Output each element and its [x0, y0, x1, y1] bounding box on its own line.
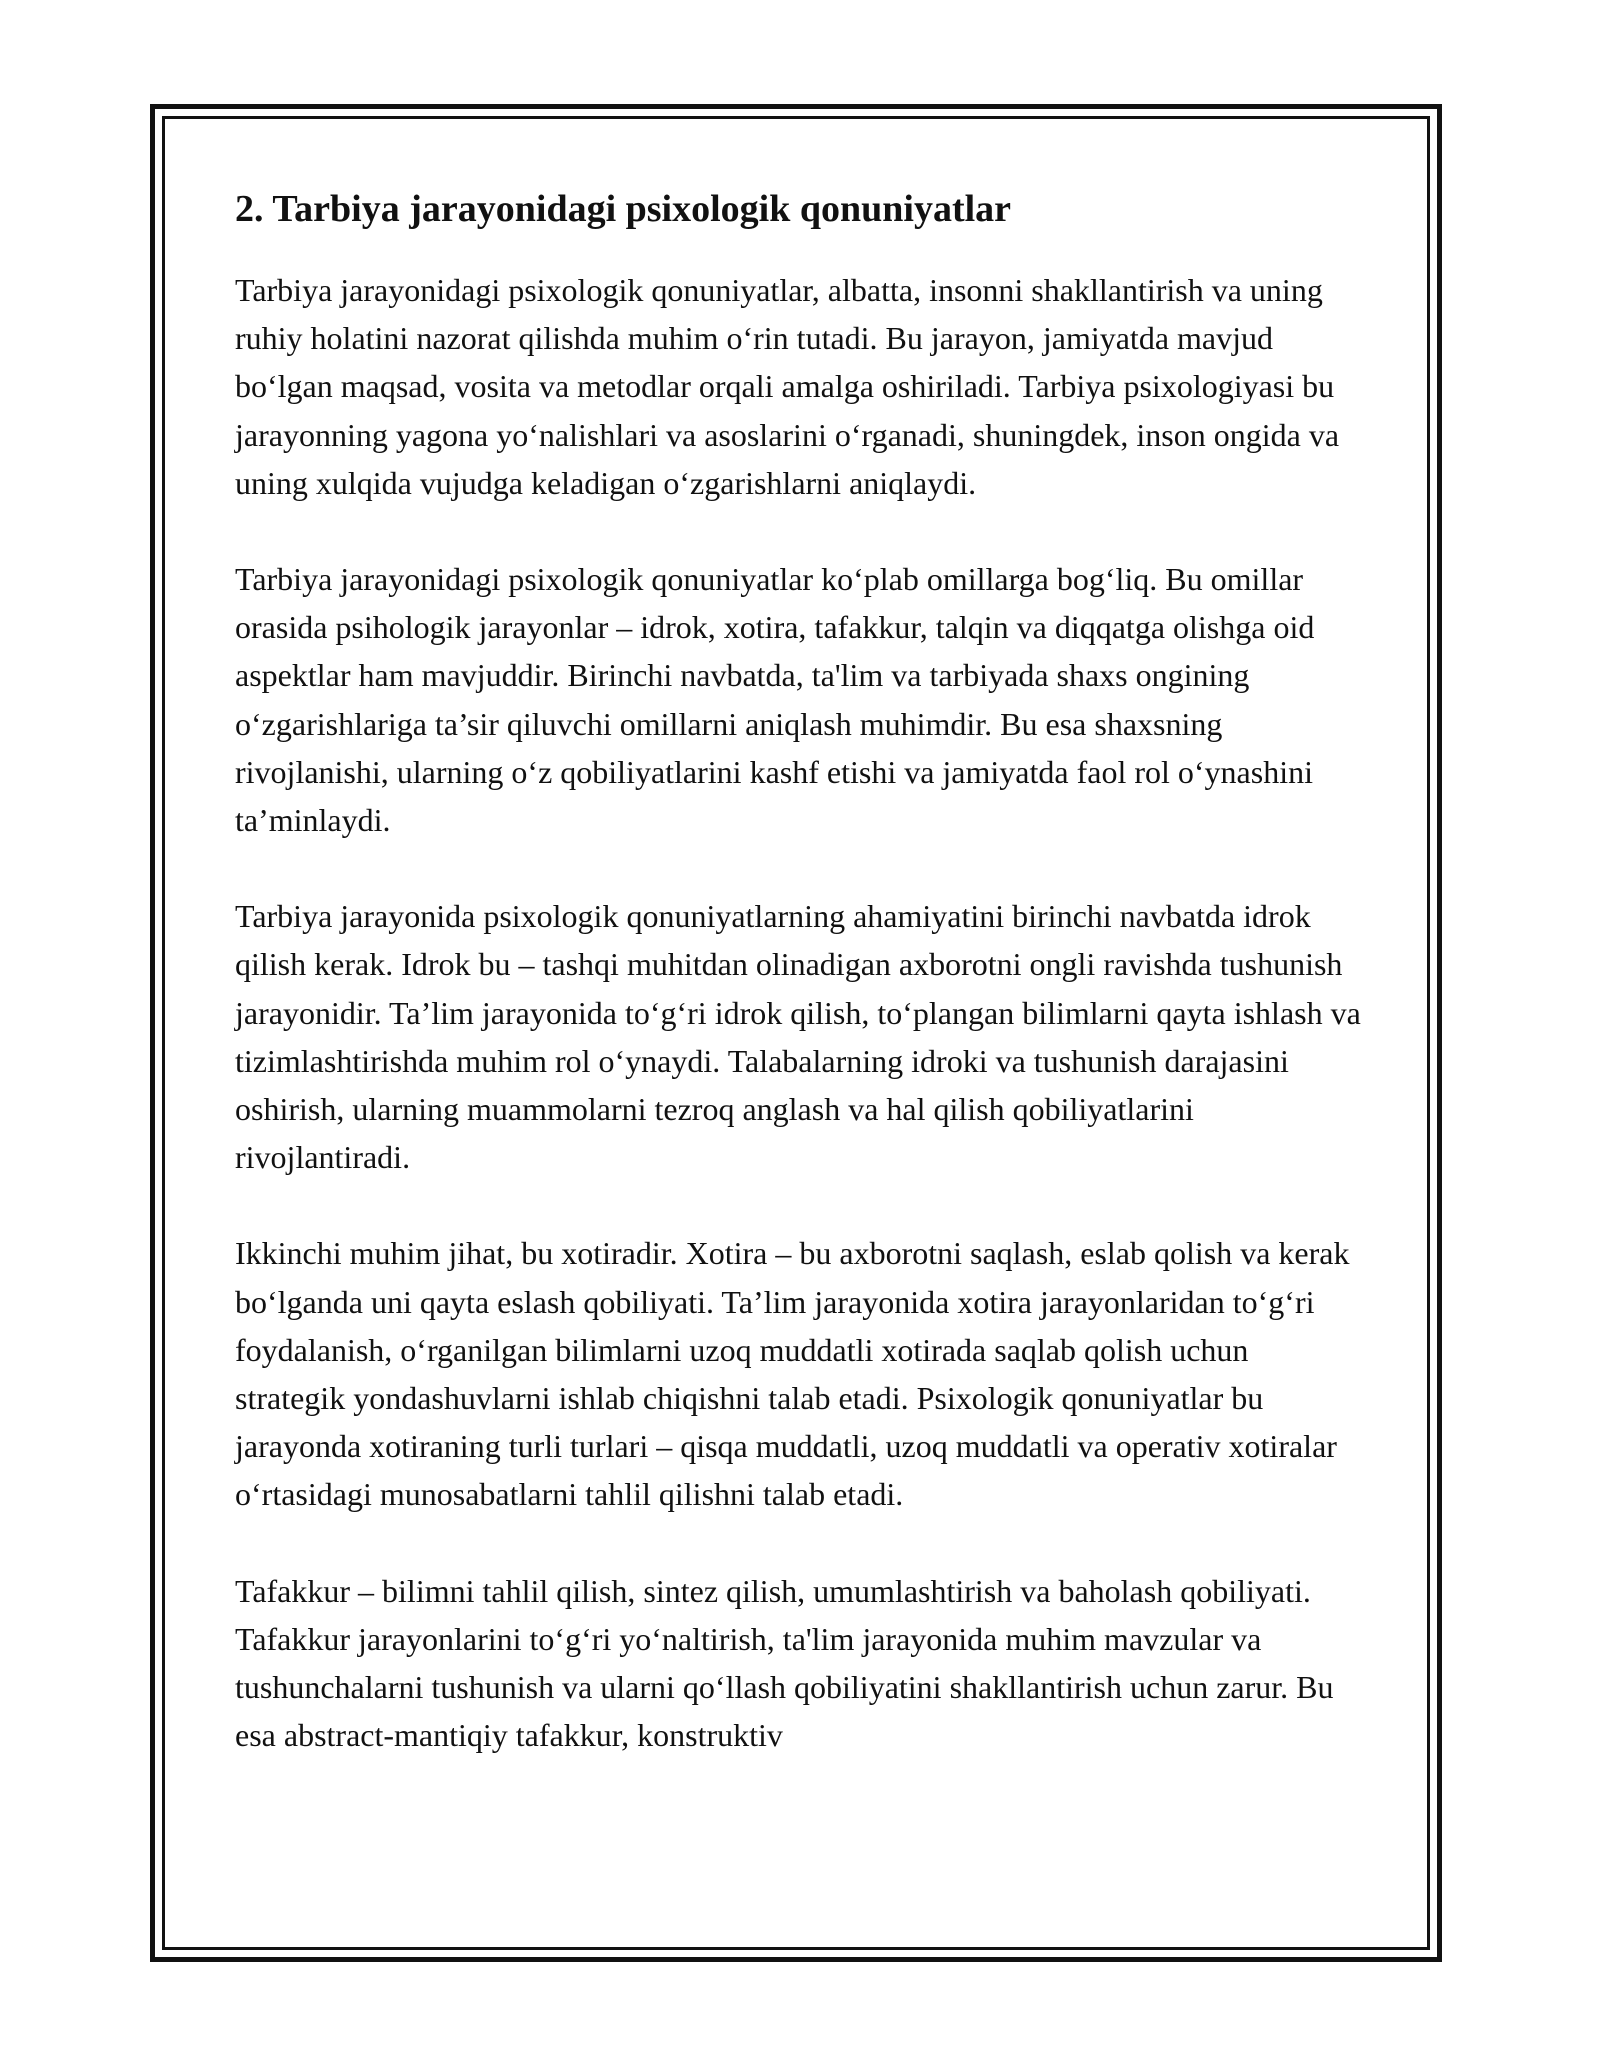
paragraph-1: Tarbiya jarayonidagi psixologik qonuniyatlar, albatta, insonni shakllantirish va uning ruhiy holatini nazorat qilishda muhim o‘rin tutadi. Bu jarayon, jamiyatda mavjud bo‘lgan maqsad, vosita va metodlar orqali amalga oshiriladi. Tarbiya psixologiyasi bu jarayonning yagona yo‘nalishlari va asoslarini o‘rganadi, shuningdek, inson ongida va uning xulqida vujudga keladigan o‘zgarishlarni aniqlaydi. — [235, 272, 1340, 501]
document-body — [235, 186, 1365, 1759]
paragraph-4: Ikkinchi muhim jihat, bu xotiradir. Xotira – bu axborotni saqlash, eslab qolish va kerak bo‘lganda uni qayta eslash qobiliyati. Ta’lim jarayonida xotira jarayonlaridan to‘g‘ri foydalanish, o‘rganilgan bilimlarni uzoq muddatli xotirada saqlab qolish uchun strategik yondashuvlarni ishlab chiqishni talab etadi. Psixologik qonuniyatlar bu jarayonda xotiraning turli turlari – qisqa muddatli, uzoq muddatli va operativ xotiralar o‘rtasidagi munosabatlarni tahlil qilishni talab etadi. — [235, 1235, 1350, 1513]
section-title: 2. Tarbiya jarayonidagi psixologik qonuniyatlar — [235, 188, 1012, 230]
paragraph-3: Tarbiya jarayonida psixologik qonuniyatlarning ahamiyatini birinchi navbatda idrok qilish kerak. Idrok bu – tashqi muhitdan olinadigan axborotni ongli ravishda tushunish jarayonidir. Ta’lim jarayonida to‘g‘ri idrok qilish, to‘plangan bilimlarni qayta ishlash va tizimlashtirishda muhim rol o‘ynaydi. Talabalarning idroki va tushunish darajasini oshirish, ularning muammolarni tezroq anglash va hal qilish qobiliyatlarini rivojlantiradi. — [235, 898, 1361, 1176]
paragraph-5: Tafakkur – bilimni tahlil qilish, sintez qilish, umumlashtirish va baholash qobiliyati. Tafakkur jarayonlarini to‘g‘ri yo‘naltirish, ta'lim jarayonida muhim mavzular va tushunchalarni tushunish va ularni qo‘llash qobiliyatini shakllantirish uchun zarur. Bu esa abstract-mantiqiy tafakkur, konstruktiv — [235, 1572, 1334, 1754]
paragraph-2: Tarbiya jarayonidagi psixologik qonuniyatlar ko‘plab omillarga bog‘liq. Bu omillar orasida psihologik jarayonlar – idrok, xotira, tafakkur, talqin va diqqatga olishga oid aspektlar ham mavjuddir. Birinchi navbatda, ta'lim va tarbiyada shaxs ongining o‘zgarishlariga ta’sir qiluvchi omillarni aniqlash muhimdir. Bu esa shaxsning rivojlanishi, ularning o‘z qobiliyatlarini kashf etishi va jamiyatda faol rol o‘ynashini ta’minlaydi. — [235, 561, 1315, 839]
